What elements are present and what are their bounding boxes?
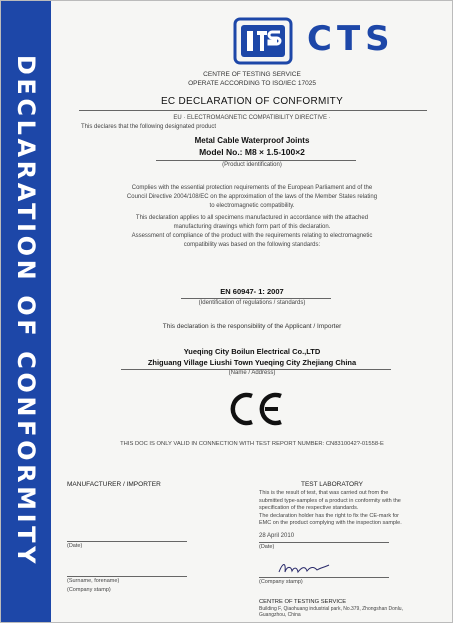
sidebar-banner xyxy=(1,1,51,622)
signature-icon xyxy=(277,560,331,578)
lab-text-4: The declaration holder has the right to fix the CE-mark for xyxy=(259,512,400,519)
standard-underline xyxy=(181,298,331,299)
ce-mark-icon xyxy=(225,391,287,427)
body-line-7: compatibility was based on the following standards: xyxy=(183,242,321,248)
header-line-2: OPERATE ACCORDING TO ISO/IEC 17025 xyxy=(188,80,316,87)
directive-line: EU · ELECTROMAGNETIC COMPATIBILITY DIRECTIVE · xyxy=(173,115,331,121)
product-underline xyxy=(156,160,356,161)
lab-text-2: submitted type-samples of a product in conformity with the xyxy=(259,497,401,504)
footer-address-1: Building F, Qiaohuang industrial park, No.379, Zhongshan Donlu, xyxy=(259,606,403,612)
applicant-name: Yueqing City Boilun Electrical Co.,LTD xyxy=(183,347,321,356)
sidebar-title: DECLARATION OF CONFORMITY xyxy=(12,54,40,568)
lab-date-line xyxy=(259,542,389,543)
report-number-line: THIS DOC IS ONLY VALID IN CONNECTION WITH TEST REPORT NUMBER: CN8310042?-01558-E xyxy=(120,441,384,447)
body-line-2: Council Directive 2004/108/EC on the approximation of the laws of the Member States relating xyxy=(126,194,378,200)
body-line-5: manufacturing drawings which form part of this declaration. xyxy=(173,224,331,230)
lab-stamp-line xyxy=(259,577,389,578)
brand-name: CTS xyxy=(307,19,395,59)
footer-company: CENTRE OF TESTING SERVICE xyxy=(259,599,347,605)
product-name: Metal Cable Waterproof Joints xyxy=(194,136,310,145)
footer-address-2: Guangzhou, China xyxy=(259,612,301,618)
manufacturer-date-label: (Date) xyxy=(67,543,83,549)
manufacturer-stamp-label: (Company stamp) xyxy=(67,587,111,593)
applicant-address: Zhiguang Village Liushi Town Yueqing City Zhejiang China xyxy=(147,358,357,367)
lab-text-3: specification of the respective standards. xyxy=(259,505,359,511)
lab-text-5: EMC on the product complying with the inspection sample. xyxy=(259,520,402,526)
title-divider xyxy=(79,110,427,111)
document-title: EC DECLARATION OF CONFORMITY xyxy=(160,96,344,107)
manufacturer-heading: MANUFACTURER / IMPORTER xyxy=(67,481,161,488)
lab-date-value: 28 April 2010 xyxy=(259,533,295,539)
body-line-4: This declaration applies to all specimens manufactured in accordance with the attached xyxy=(135,215,369,221)
applicant-caption: (Name / Address) xyxy=(228,370,276,376)
cts-logo-icon xyxy=(233,15,293,67)
body-line-1: Complies with the essential protection requirements of the European Parliament and of the xyxy=(131,185,373,191)
body-line-3: to electromagnetic compatibility. xyxy=(209,203,295,209)
lab-date-label: (Date) xyxy=(259,544,275,550)
body-line-6: Assessment of compliance of the product with the requirements relating to electromagnetic xyxy=(131,233,373,239)
manufacturer-name-label: (Surname, forename) xyxy=(67,578,120,584)
manufacturer-name-line xyxy=(67,576,187,577)
product-model: Model No.: M8 × 1.5-100×2 xyxy=(199,147,305,157)
lab-text-1: This is the result of test, that was carried out from the xyxy=(259,490,389,496)
manufacturer-date-line xyxy=(67,541,187,542)
standard-caption: (Identification of regulations / standards) xyxy=(198,300,306,306)
lab-stamp-label: (Company stamp) xyxy=(259,579,303,585)
lab-heading: TEST LABORATORY xyxy=(301,481,364,488)
standard-value: EN 60947- 1: 2007 xyxy=(220,287,284,296)
declares-line: This declares that the following designated product xyxy=(81,124,217,130)
responsibility-line: This declaration is the responsibility of the Applicant / Importer xyxy=(162,323,342,330)
header-line-1: CENTRE OF TESTING SERVICE xyxy=(203,71,301,78)
product-caption: (Product identification) xyxy=(222,162,282,168)
